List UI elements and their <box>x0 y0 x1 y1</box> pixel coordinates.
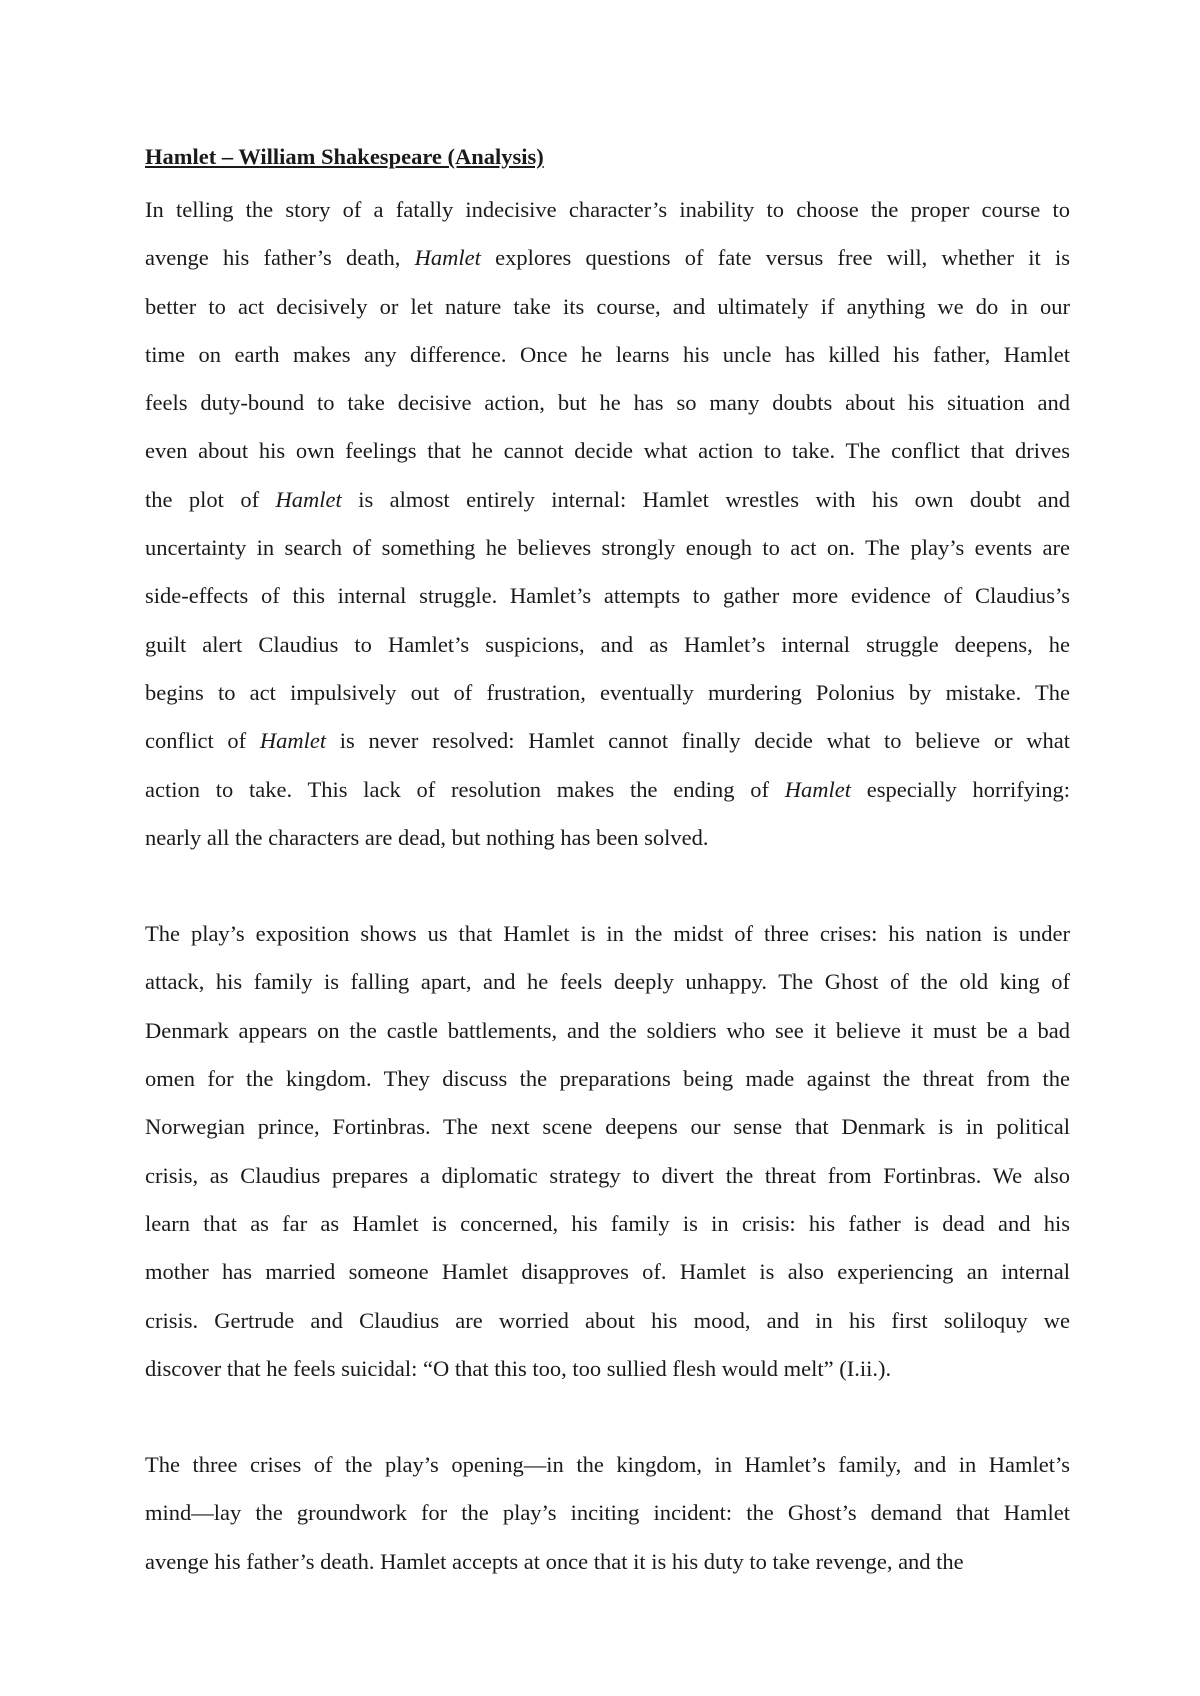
paragraph <box>145 1441 1070 1586</box>
text-line <box>145 427 1070 475</box>
text-line <box>145 283 1070 331</box>
text-segment: In telling the story of a fatally indecisive character’s inability to choose the proper course to <box>145 197 1070 222</box>
text-line <box>145 1248 1070 1296</box>
text-segment: nearly all the characters are dead, but nothing has been solved. <box>145 824 709 850</box>
text-segment: is never resolved: Hamlet cannot finally decide what to believe or what <box>326 728 1070 754</box>
text-segment: avenge his father’s death. Hamlet accepts at once that it is his duty to take revenge, and the <box>145 1548 964 1574</box>
document-page <box>145 142 1070 1586</box>
text-segment: side-effects of this internal struggle. Hamlet’s attempts to gather more evidence of Claudius’s <box>145 583 1070 609</box>
text-line <box>145 958 1070 1006</box>
text-segment: better to act decisively or let nature take its course, and ultimately if anything we do in our <box>145 293 1070 319</box>
text-segment: especially horrifying: <box>851 776 1070 802</box>
text-segment: begins to act impulsively out of frustration, eventually murdering Polonius by mistake. The <box>145 679 1070 705</box>
text-line <box>145 234 1070 282</box>
text-line <box>145 1007 1070 1055</box>
text-segment: discover that he feels suicidal: “O that this too, too sullied flesh would melt” (I.ii.). <box>145 1355 892 1381</box>
text-segment: crisis, as Claudius prepares a diplomatic strategy to divert the threat from Fortinbras. We also <box>145 1162 1070 1188</box>
text-line <box>145 476 1070 524</box>
text-segment: uncertainty in search of something he believes strongly enough to act on. The play’s events are <box>145 535 1070 561</box>
text-segment: feels duty-bound to take decisive action, but he has so many doubts about his situation and <box>145 390 1070 416</box>
text-line <box>145 1538 1070 1586</box>
text-line <box>145 1200 1070 1248</box>
text-segment: conflict of <box>145 728 260 754</box>
text-segment: explores questions of fate versus free will, whether it is <box>480 245 1070 271</box>
text-line <box>145 1441 1070 1489</box>
text-line <box>145 814 1070 862</box>
text-segment: learn that as far as Hamlet is concerned, his family is in crisis: his father is dead and his <box>145 1210 1070 1236</box>
text-segment: attack, his family is falling apart, and he feels deeply unhappy. The Ghost of the old king of <box>145 969 1070 995</box>
text-line <box>145 1297 1070 1345</box>
italic-title: Hamlet <box>259 728 327 754</box>
italic-title: Hamlet <box>275 486 342 512</box>
text-line <box>145 1345 1070 1393</box>
text-segment: time on earth makes any difference. Once he learns his uncle has killed his father, Hamlet <box>145 341 1070 367</box>
italic-title: Hamlet <box>784 776 852 802</box>
text-line <box>145 186 1070 234</box>
text-segment: is almost entirely internal: Hamlet wrestles with his own doubt and <box>341 486 1070 512</box>
text-line <box>145 1489 1070 1537</box>
text-segment: action to take. This lack of resolution makes the ending of <box>145 776 785 802</box>
text-line <box>145 1103 1070 1151</box>
document-body <box>145 186 1070 1586</box>
text-segment: mother has married someone Hamlet disapproves of. Hamlet is also experiencing an internal <box>145 1259 1070 1285</box>
text-segment: The play’s exposition shows us that Hamlet is in the midst of three crises: his nation is under <box>145 921 1070 947</box>
italic-title: Hamlet <box>414 245 481 271</box>
text-segment: guilt alert Claudius to Hamlet’s suspicions, and as Hamlet’s internal struggle deepens, he <box>145 631 1070 657</box>
text-line <box>145 1152 1070 1200</box>
text-segment: crisis. Gertrude and Claudius are worried about his mood, and in his first soliloquy we <box>145 1307 1070 1333</box>
text-segment: omen for the kingdom. They discuss the preparations being made against the threat from the <box>145 1066 1070 1092</box>
text-segment: The three crises of the play’s opening—in the kingdom, in Hamlet’s family, and in Hamlet’s <box>145 1452 1070 1478</box>
paragraph <box>145 910 1070 1393</box>
paragraph <box>145 186 1070 862</box>
text-line <box>145 717 1070 765</box>
text-line <box>145 1055 1070 1103</box>
text-line <box>145 621 1070 669</box>
text-line <box>145 524 1070 572</box>
document-title: Hamlet – William Shakespeare (Analysis) <box>145 144 544 169</box>
text-line <box>145 669 1070 717</box>
text-line <box>145 766 1070 814</box>
text-segment: even about his own feelings that he cannot decide what action to take. The conflict that drives <box>145 438 1070 464</box>
text-line <box>145 572 1070 620</box>
text-segment: the plot of <box>145 486 276 512</box>
text-segment: avenge his father’s death, <box>145 245 415 271</box>
text-line <box>145 331 1070 379</box>
text-segment: mind—lay the groundwork for the play’s inciting incident: the Ghost’s demand that Hamlet <box>145 1500 1070 1526</box>
text-line <box>145 379 1070 427</box>
text-segment: Norwegian prince, Fortinbras. The next scene deepens our sense that Denmark is in political <box>145 1114 1070 1140</box>
text-segment: Denmark appears on the castle battlements, and the soldiers who see it believe it must be a bad <box>145 1017 1070 1043</box>
text-line <box>145 910 1070 958</box>
